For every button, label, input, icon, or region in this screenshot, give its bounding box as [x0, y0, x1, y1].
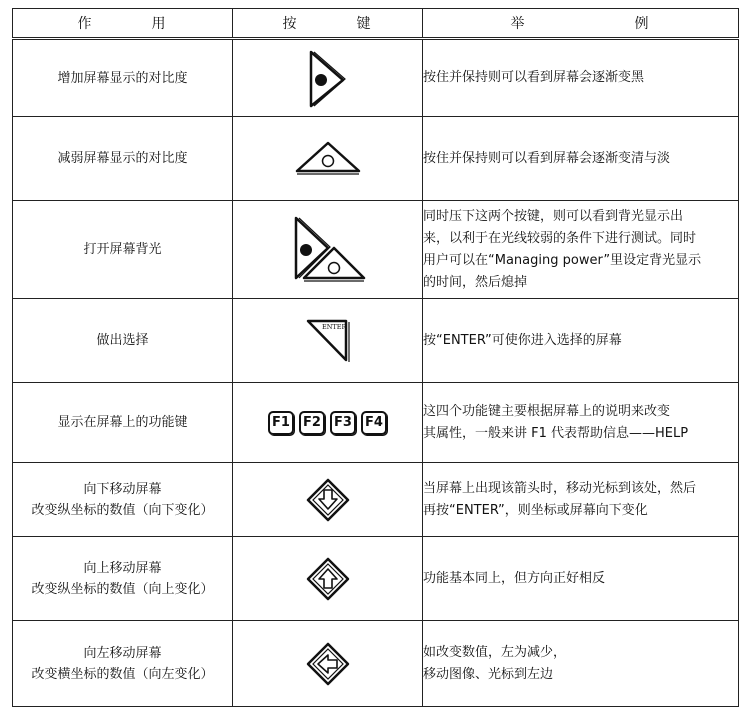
- header-key-char-2: 键: [356, 16, 373, 32]
- f2-key-icon: F2: [299, 411, 325, 435]
- contrast-up-key-icon: [303, 46, 353, 110]
- function-text: 改变横坐标的数值（向左变化）: [31, 666, 214, 682]
- f1-key-icon: F1: [268, 411, 294, 435]
- example-cell: [423, 621, 739, 707]
- function-cell: [13, 39, 233, 117]
- contrast-down-key-icon: [293, 139, 363, 179]
- function-text: 做出选择: [96, 333, 149, 348]
- function-text: 增加屏幕显示的对比度: [57, 70, 188, 86]
- header-key-char-1: 按: [282, 16, 299, 32]
- example-cell: [423, 383, 739, 463]
- arrow-left-key-icon: [305, 641, 351, 687]
- example-cell: [423, 201, 739, 299]
- function-text: 向下移动屏幕: [83, 481, 162, 497]
- example-text: 按住并保持则可以看到屏幕会逐渐变黑: [423, 70, 645, 85]
- key-cell: [233, 299, 423, 383]
- backlight-key-combo-icon: [288, 214, 368, 286]
- example-text: 移动图像、光标到左边: [423, 666, 554, 682]
- f3-key-icon: F3: [330, 411, 356, 435]
- example-cell: [423, 117, 739, 201]
- example-cell: [423, 39, 739, 117]
- table-row: [13, 39, 739, 117]
- table-header-row: [13, 9, 739, 39]
- example-text: 来，以利于在光线较弱的条件下进行测试。同时: [423, 230, 697, 246]
- function-cell: [13, 299, 233, 383]
- table-row: [13, 463, 739, 537]
- table-row: [13, 299, 739, 383]
- function-cell: [13, 201, 233, 299]
- function-cell: [13, 383, 233, 463]
- function-keys-icon: [268, 411, 387, 435]
- function-text: 打开屏幕背光: [83, 242, 162, 257]
- example-text: 如改变数值，左为减少，: [423, 644, 567, 660]
- table-row: [13, 117, 739, 201]
- f4-key-icon: F4: [361, 411, 387, 435]
- key-cell: [233, 201, 423, 299]
- function-cell: [13, 117, 233, 201]
- function-cell: [13, 621, 233, 707]
- table-row: [13, 537, 739, 621]
- example-text: 这四个功能键主要根据屏幕上的说明来改变: [423, 403, 671, 419]
- example-text: 按住并保持则可以看到屏幕会逐渐变清与淡: [423, 150, 671, 166]
- example-text: 的时间，然后熄掉: [423, 274, 528, 290]
- table-row: [13, 201, 739, 299]
- example-text: 当屏幕上出现该箭头时，移动光标到该处，然后: [423, 480, 697, 496]
- function-text: 减弱屏幕显示的对比度: [57, 151, 188, 166]
- header-function-char-1: 作: [77, 16, 94, 32]
- function-text: 改变纵坐标的数值（向上变化）: [31, 581, 214, 597]
- example-cell: [423, 299, 739, 383]
- key-cell: [233, 463, 423, 537]
- header-function-char-2: 用: [151, 16, 168, 32]
- table-row: [13, 621, 739, 707]
- enter-key-icon: [302, 316, 354, 366]
- header-example: [423, 9, 739, 39]
- function-cell: [13, 463, 233, 537]
- example-text: 按“ENTER”可使你进入选择的屏幕: [423, 332, 622, 348]
- key-function-table: [12, 8, 739, 707]
- table-row: [13, 383, 739, 463]
- enter-key-label: ENTER: [321, 322, 346, 331]
- function-text: 向上移动屏幕: [83, 560, 162, 576]
- key-cell: [233, 383, 423, 463]
- key-cell: [233, 621, 423, 707]
- function-text: 改变纵坐标的数值（向下变化）: [31, 502, 214, 518]
- function-cell: [13, 537, 233, 621]
- header-example-char-1: 举: [510, 16, 527, 32]
- example-text: 同时压下这两个按键，则可以看到背光显示出: [423, 208, 684, 224]
- function-text: 显示在屏幕上的功能键: [57, 415, 188, 430]
- example-cell: [423, 537, 739, 621]
- example-text: 再按“ENTER”，则坐标或屏幕向下变化: [423, 502, 648, 518]
- example-cell: [423, 463, 739, 537]
- example-text: 用户可以在“Managing power”里设定背光显示: [423, 252, 702, 268]
- header-key: [233, 9, 423, 39]
- header-example-char-2: 例: [634, 16, 651, 32]
- header-function: [13, 9, 233, 39]
- key-cell: [233, 39, 423, 117]
- key-cell: [233, 537, 423, 621]
- arrow-up-key-icon: [305, 556, 351, 602]
- function-text: 向左移动屏幕: [83, 645, 162, 661]
- example-text: 其属性，一般来讲 F1 代表帮助信息——HELP: [423, 425, 689, 441]
- arrow-down-key-icon: [305, 477, 351, 523]
- example-text: 功能基本同上，但方向正好相反: [423, 570, 606, 586]
- key-cell: [233, 117, 423, 201]
